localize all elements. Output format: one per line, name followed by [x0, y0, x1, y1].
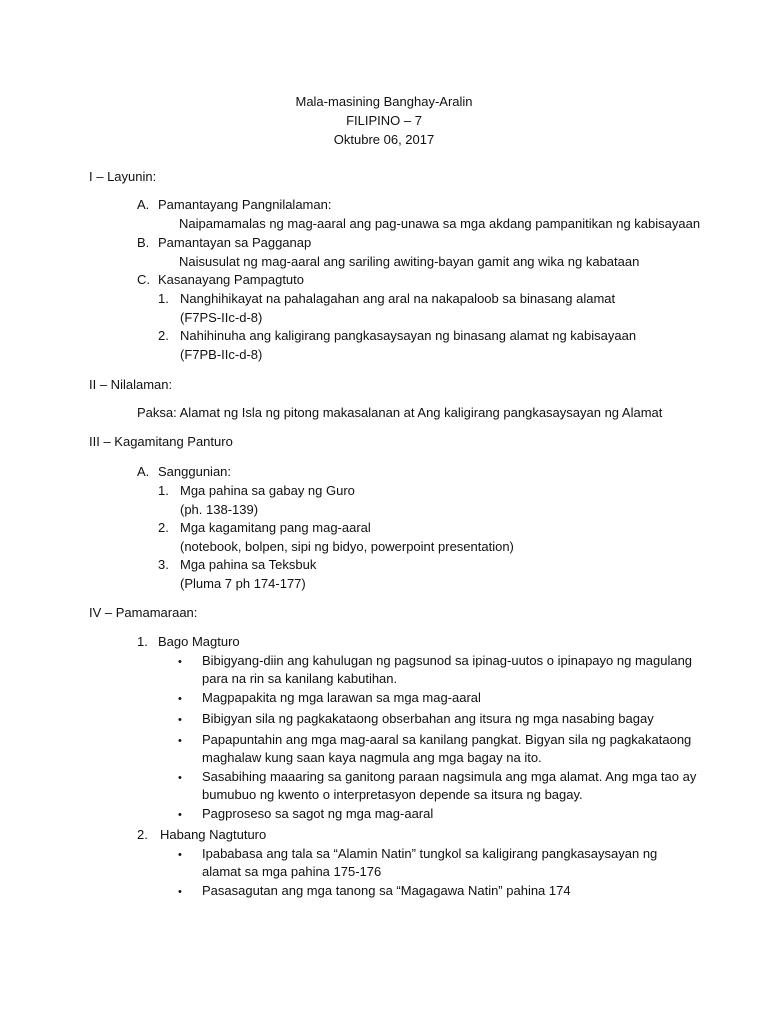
bullet-text: alamat sa mga pahina 175-176	[202, 864, 382, 879]
document-title: Mala-masining Banghay-Aralin	[295, 94, 473, 109]
list-item-line: Nahihinuha ang kaligirang pangkasaysayan ng binasang alamat ng kabisayaan	[180, 328, 637, 343]
list-item-title: Habang Nagtuturo	[160, 827, 267, 842]
bullet-marker: •	[178, 849, 182, 861]
list-marker: 1.	[137, 634, 148, 649]
list-item-desc: Naisusulat ng mag-aaral ang sariling awiting-bayan gamit ang wika ng kabataan	[179, 254, 640, 269]
document-header	[0, 93, 768, 150]
list-item-line: Mga pahina sa gabay ng Guro	[180, 483, 355, 498]
bullet-marker: •	[178, 772, 182, 784]
bullet-text: para na rin sa kanilang kabutihan.	[202, 671, 398, 686]
bullet-text: Bibigyan sila ng pagkakataong obserbahan ang itsura ng mga nasabing bagay	[202, 711, 654, 726]
list-item-title: Pamantayan sa Pagganap	[158, 235, 312, 250]
list-item-line: (F7PB-IIc-d-8)	[180, 347, 263, 362]
section-heading-nilalaman: II – Nilalaman:	[89, 377, 173, 392]
bullet-marker: •	[178, 886, 182, 898]
bullet-marker: •	[178, 693, 182, 705]
list-marker: 2.	[158, 328, 169, 343]
bullet-marker: •	[178, 735, 182, 747]
bullet-text: Papapuntahin ang mga mag-aaral sa kanilang pangkat. Bigyan sila ng pagkakataong	[202, 732, 692, 747]
list-item-line: (ph. 138-139)	[180, 502, 259, 517]
bullet-text: Pagproseso sa sagot ng mga mag-aaral	[202, 806, 434, 821]
bullet-marker: •	[178, 809, 182, 821]
list-item-title: Sanggunian:	[158, 464, 232, 479]
list-item-line: (notebook, bolpen, sipi ng bidyo, powerpoint presentation)	[180, 539, 514, 554]
list-marker: A.	[137, 464, 150, 479]
bullet-text: Ipababasa ang tala sa “Alamin Natin” tungkol sa kaligirang pangkasaysayan ng	[202, 846, 658, 861]
list-marker: C.	[137, 272, 150, 287]
list-item-line: (F7PS-IIc-d-8)	[180, 310, 263, 325]
bullet-marker: •	[178, 656, 182, 668]
bullet-text: maghalaw kung saan kaya nagmula ang mga bagay na ito.	[202, 750, 542, 765]
list-marker: 3.	[158, 557, 169, 572]
list-item-desc: Naipamamalas ng mag-aaral ang pag-unawa sa mga akdang pampanitikan ng kabisayaan	[179, 216, 701, 231]
list-marker: 1.	[158, 291, 169, 306]
section-heading-layunin: I – Layunin:	[89, 169, 157, 184]
bullet-marker: •	[178, 714, 182, 726]
bullet-text: bumubuo ng kwento o interpretasyon depende sa itsura ng bagay.	[202, 787, 583, 802]
list-item-line: Nanghihikayat na pahalagahan ang aral na nakapaloob sa binasang alamat	[180, 291, 616, 306]
bullet-text: Sasabihing maaaring sa ganitong paraan nagsimula ang mga alamat. Ang mga tao ay	[202, 769, 697, 784]
list-item-title: Bago Magturo	[158, 634, 240, 649]
list-item-line: (Pluma 7 ph 174-177)	[180, 576, 306, 591]
list-item-title: Kasanayang Pampagtuto	[158, 272, 304, 287]
list-marker: 2.	[137, 827, 148, 842]
list-item-line: Mga pahina sa Teksbuk	[180, 557, 317, 572]
list-item-title: Pamantayang Pangnilalaman:	[158, 197, 332, 212]
bullet-text: Bibigyang-diin ang kahulugan ng pagsunod sa ipinag-uutos o ipinapayo ng magulang	[202, 653, 693, 668]
section-heading-kagamitan: III – Kagamitang Panturo	[89, 434, 233, 449]
paksa-text: Paksa: Alamat ng Isla ng pitong makasalanan at Ang kaligirang pangkasaysayan ng Alamat	[137, 405, 663, 420]
list-marker: 1.	[158, 483, 169, 498]
bullet-text: Pasasagutan ang mga tanong sa “Magagawa Natin” pahina 174	[202, 883, 571, 898]
list-marker: 2.	[158, 520, 169, 535]
list-marker: A.	[137, 197, 150, 212]
document-date: Oktubre 06, 2017	[333, 132, 435, 147]
section-heading-pamamaraan: IV – Pamamaraan:	[89, 605, 198, 620]
bullet-text: Magpapakita ng mga larawan sa mga mag-aaral	[202, 690, 481, 705]
list-item-line: Mga kagamitang pang mag-aaral	[180, 520, 371, 535]
document-subject: FILIPINO – 7	[346, 113, 422, 128]
list-marker: B.	[137, 235, 150, 250]
